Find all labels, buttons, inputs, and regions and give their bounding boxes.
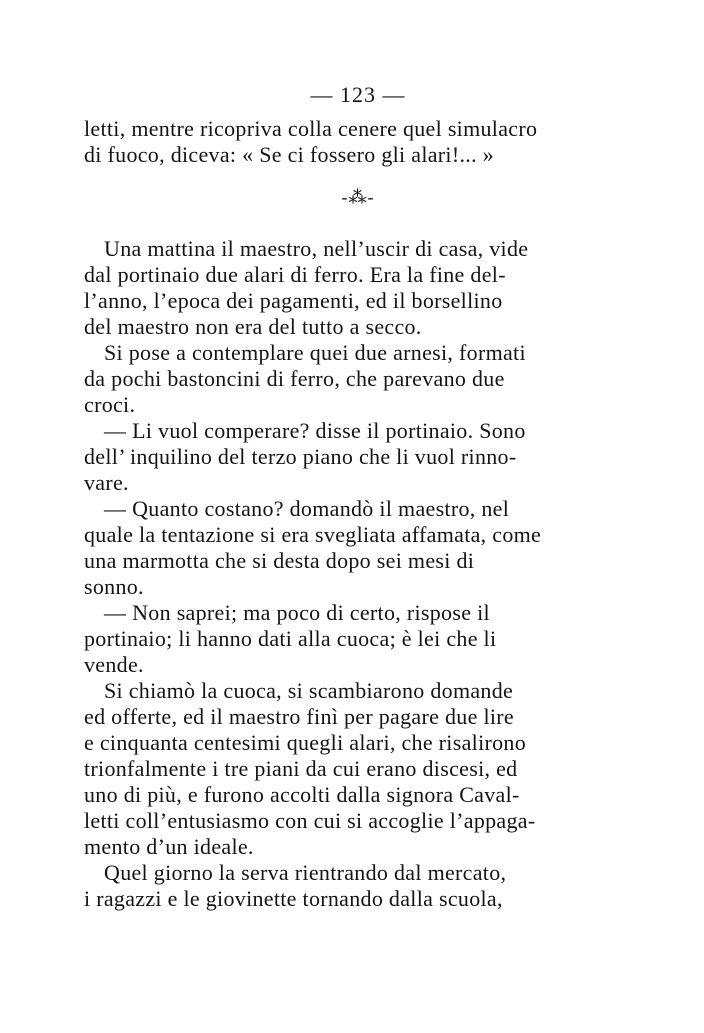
text-line: i ragazzi e le giovinette tornando dalla scuola, bbox=[84, 886, 503, 911]
text-line: letti, mentre ricopriva colla cenere quel simulacro bbox=[84, 116, 538, 141]
dialogue-line: — Quanto costano? domandò il maestro, nel bbox=[104, 496, 510, 521]
paragraph-first-line: Quel giorno la serva rientrando dal mercato, bbox=[104, 860, 507, 885]
text-line: del maestro non era del tutto a secco. bbox=[84, 314, 422, 339]
text-line: vare. bbox=[84, 470, 129, 495]
text-line: da pochi bastoncini di ferro, che parevano due bbox=[84, 366, 505, 391]
paragraph-first-line: Si pose a contemplare quei due arnesi, formati bbox=[104, 340, 526, 365]
text-line: quale la tentazione si era svegliata affamata, come bbox=[84, 522, 542, 547]
text-line: ed offerte, ed il maestro finì per pagare due lire bbox=[84, 704, 514, 729]
text-line: dell’ inquilino del terzo piano che li vuol rinno- bbox=[84, 444, 517, 469]
text-line: trionfalmente i tre piani da cui erano discesi, ed bbox=[84, 756, 518, 781]
text-line: uno di più, e furono accolti dalla signora Caval- bbox=[84, 782, 520, 807]
text-line: di fuoco, diceva: « Se ci fossero gli alari!... » bbox=[84, 142, 494, 167]
text-line: una marmotta che si desta dopo sei mesi di bbox=[84, 548, 475, 573]
text-line: vende. bbox=[84, 652, 144, 677]
text-line: e cinquanta centesimi quegli alari, che risalirono bbox=[84, 730, 527, 755]
dialogue-line: — Non saprei; ma poco di certo, rispose il bbox=[104, 600, 490, 625]
paragraph-first-line: Una mattina il maestro, nell’uscir di casa, vide bbox=[104, 236, 529, 261]
text-line: letti coll’entusiasmo con cui si accoglie l’appaga- bbox=[84, 808, 536, 833]
text-line: sonno. bbox=[84, 574, 144, 599]
text-line: mento d’un ideale. bbox=[84, 834, 254, 859]
page-number: — 123 — bbox=[310, 82, 406, 107]
section-separator: -⁂- bbox=[341, 187, 375, 207]
text-line: l’anno, l’epoca dei pagamenti, ed il borsellino bbox=[84, 288, 503, 313]
paragraph-first-line: Si chiamò la cuoca, si scambiarono domande bbox=[104, 678, 514, 703]
dialogue-line: — Li vuol comperare? disse il portinaio. Sono bbox=[104, 418, 526, 443]
text-line: dal portinaio due alari di ferro. Era la fine del- bbox=[84, 262, 506, 287]
text-line: croci. bbox=[84, 392, 136, 417]
text-line: portinaio; li hanno dati alla cuoca; è lei che li bbox=[84, 626, 497, 651]
